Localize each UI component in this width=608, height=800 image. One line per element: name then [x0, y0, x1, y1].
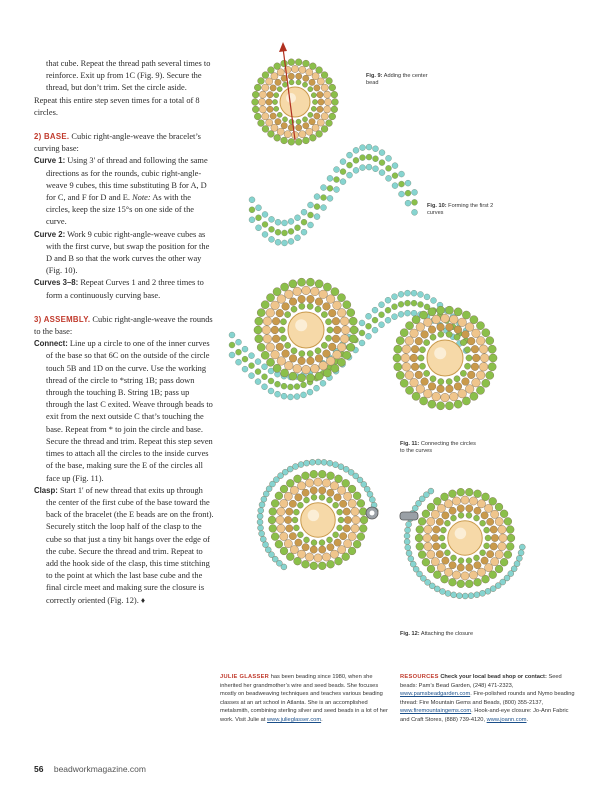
step-label: Connect: [34, 339, 68, 349]
figure-9-caption: Fig. 9: Adding the center bead [366, 73, 428, 86]
page-number: 56 [34, 764, 44, 774]
figure-9-illustration [252, 42, 339, 145]
step-curve-2: Curve 2: Work 9 cubic right-angle-weave cubes as with the first curve, but swap the position for the D and B so that the work curves the other way (Fig. 10). [34, 229, 210, 276]
step-label: Curve 2: [34, 229, 66, 239]
resource-link[interactable]: www.pamsbeadgarden.com [400, 691, 471, 698]
paragraph: Repeat this entire step seven times for a total of 8 circles. [34, 95, 200, 117]
resource-link[interactable]: www.firemountaingems.com [400, 708, 472, 715]
author-website-link[interactable]: www.julieglasser.com [267, 716, 322, 723]
resources-box: RESOURCES Check your local bead shop or contact: Seed beads: Pam’s Bead Garden, (248) 471-2323, www.pamsbeadgarden.com. Fire-polished rounds and Nymo beading thread: Fire Mountain Gems and Beads, (800) 355-2137, www.firemountaingems.com. Hook-and-eye closure: Jo-Ann Fabric and Craft Stores, (888) 739-4120, www.joann.com. [400, 674, 575, 723]
section-assembly: 3) ASSEMBLY. Cubic right-angle-weave the rounds to the base: [34, 314, 213, 337]
author-name: JULIE GLASSER [220, 674, 270, 680]
step-label: Curve 1: [34, 156, 66, 166]
step-label: Clasp: [34, 485, 58, 495]
page-footer [34, 764, 146, 774]
resource-link[interactable]: www.joann.com [486, 716, 527, 723]
section-heading: 3) ASSEMBLY. [34, 314, 91, 324]
author-bio: JULIE GLASSER has been beading since 1980, when she inherited her grandmother’s wire and seed beads. She focuses mostly on beadweaving techniques and teaches various beading classes at an art school in Atlanta. She is an accomplished metalsmith, combining sterling silver and seed beads in a lot of her work. Visit Julie at www.julieglasser.com. [220, 674, 388, 723]
figure-12-caption: Fig. 12: Attaching the closure [400, 631, 474, 637]
footer-website: beadworkmagazine.com [53, 764, 146, 774]
figure-10-caption: Fig. 10: Forming the first 2 curves [427, 203, 494, 216]
step-clasp: Clasp: Start 1' of new thread that exits up through the center of the first cube of the base toward the back of the bracelet (the E beads are on the front). Securely stitch the loop half of the clasp to the cube so that just a tiny bit hangs over the edge of the cube. Secure the thread and trim. Repeat to add the hook side of the clasp, this time stitching to the point at which the last base cube and the final circle meet and making sure the closure is correctly oriented (Fig. 12). ♦ [34, 485, 214, 605]
step-curve-1: Curve 1: Using 3' of thread and following the same directions as for the rounds, cubic right-angle-weave 9 cubes, this time substituting B for A, D for C, and F for D and E. Note: As with the circles, keep the size 15°s on one side of the curve. [34, 156, 208, 227]
paragraph: that cube. Repeat the thread path several times to reinforce. Exit up from 1C (Fig. 9). Secure the thread, but don’t trim. Set the circle aside. [46, 59, 211, 93]
figure-11-caption: Fig. 11: Connecting the circles to the curves [400, 441, 476, 454]
section-heading: 2) BASE. [34, 132, 70, 142]
figure-12-illustration [257, 459, 525, 599]
resources-heading: RESOURCES [400, 674, 439, 680]
figure-10-illustration [249, 144, 418, 246]
step-curves-3-8: Curves 3–8: Repeat Curves 1 and 2 three times to form a continuously curving base. [34, 278, 204, 300]
step-label: Curves 3–8: [34, 278, 79, 288]
figure-11-illustration [229, 278, 497, 410]
section-base: 2) BASE. Cubic right-angle-weave the bracelet’s curving base: [34, 132, 201, 154]
step-connect: Connect: Line up a circle to one of the inner curves of the base so that 6C on the outside of the circle touch 5B and 1D on the curve. Use the working thread of the circle to *string 1B; pass down through the touching B. String 1B; pass up through the last C exited. Weave through beads to exit from the next outside C that’s touching the base. Repeat from * to join the circle and base. Secure the thread and trim. Repeat this step seven times to attach all the circles to the inside curves of the base, making sure the E of the circles all face up (Fig. 11). [34, 339, 213, 483]
